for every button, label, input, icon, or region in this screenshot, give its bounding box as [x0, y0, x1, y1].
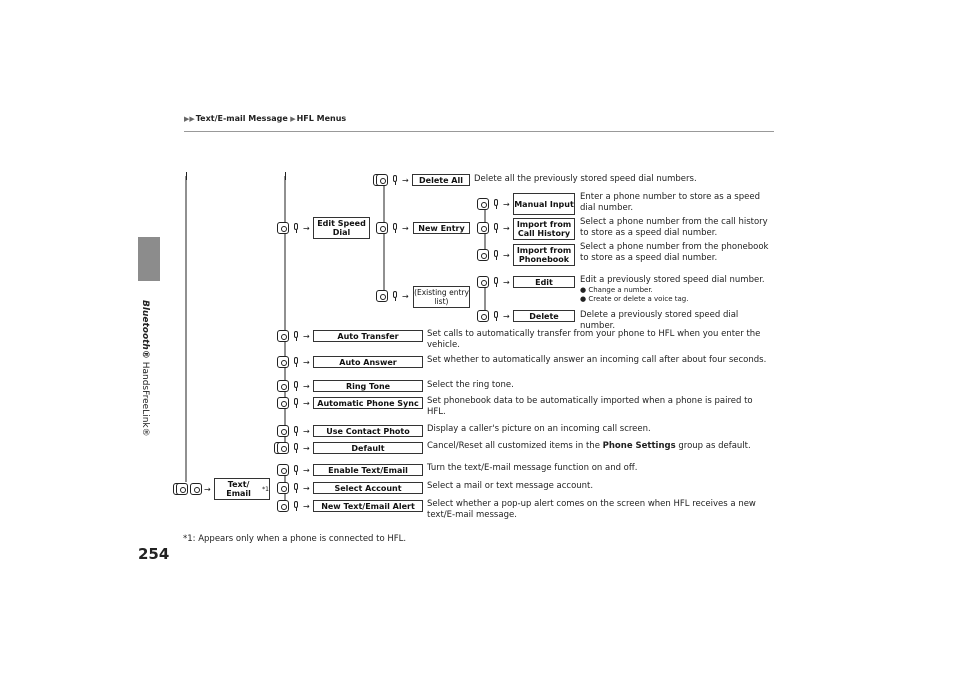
breadcrumb-item: Text/E-mail Message: [195, 114, 288, 123]
delete-description: Delete a previously stored speed dial number.: [580, 310, 739, 331]
auto-transfer-description: Set calls to automatically transfer from your phone to HFL when you enter the vehicle.: [427, 329, 761, 350]
phone-voice-icon: →: [376, 174, 409, 186]
select-account-key[interactable]: Select Account: [313, 482, 423, 494]
auto-phone-sync-description: Set phonebook data to be automatically imported when a phone is paired to HFL.: [427, 396, 753, 417]
phone-voice-icon: →: [277, 500, 310, 512]
use-contact-photo-description: Display a caller's picture on an incoming call screen.: [427, 424, 651, 434]
edit-key[interactable]: Edit: [513, 276, 575, 288]
ring-tone-key[interactable]: Ring Tone: [313, 380, 423, 392]
phone-voice-icon: →: [477, 222, 510, 234]
tree-tick: [186, 172, 187, 180]
import-phonebook-key[interactable]: Import from Phonebook: [513, 244, 575, 266]
delete-all-description: Delete all the previously stored speed dial numbers.: [474, 174, 697, 184]
auto-answer-key[interactable]: Auto Answer: [313, 356, 423, 368]
ring-tone-description: Select the ring tone.: [427, 380, 514, 390]
auto-phone-sync-key[interactable]: Automatic Phone Sync: [313, 397, 423, 409]
section-title: Bluetooth® HandsFreeLink®: [140, 300, 150, 437]
breadcrumb-item: HFL Menus: [296, 114, 347, 123]
edit-sub-item: ● Change a number.: [580, 286, 653, 294]
select-account-description: Select a mail or text message account.: [427, 481, 594, 491]
breadcrumb-arrow-icon: ▶▶: [184, 115, 195, 123]
phone-voice-icon: →: [277, 330, 310, 342]
phone-voice-icon: →: [277, 482, 310, 494]
manual-input-key[interactable]: Manual Input: [513, 193, 575, 215]
tree-tick: [285, 172, 286, 180]
footnote: *1: Appears only when a phone is connected to HFL.: [183, 534, 407, 544]
phone-voice-icon: →: [277, 464, 310, 476]
use-contact-photo-key[interactable]: Use Contact Photo: [313, 425, 423, 437]
new-text-email-alert-key[interactable]: New Text/Email Alert: [313, 500, 423, 512]
existing-entry-list-key[interactable]: (Existing entry list): [414, 288, 469, 306]
default-description: Cancel/Reset all customized items in the Phone Settings group as default.: [427, 441, 751, 451]
phone-voice-icon: →: [376, 222, 409, 234]
delete-all-key[interactable]: Delete All: [412, 174, 470, 186]
phone-voice-icon: →: [277, 397, 310, 409]
phone-voice-icon: →: [477, 310, 510, 322]
delete-key[interactable]: Delete: [513, 310, 575, 322]
phone-voice-icon: →: [176, 483, 211, 495]
import-call-history-description: Select a phone number from the call history to store as a speed dial number.: [580, 217, 768, 238]
new-entry-key[interactable]: New Entry: [413, 222, 470, 234]
phone-voice-icon: →: [477, 249, 510, 261]
edit-sub-item: ● Create or delete a voice tag.: [580, 295, 689, 303]
phone-voice-icon: →: [277, 380, 310, 392]
edit-description: Edit a previously stored speed dial number. ● Change a number. ● Create or delete a voice tag.: [580, 275, 770, 304]
enable-text-email-key[interactable]: Enable Text/Email: [313, 464, 423, 476]
default-key[interactable]: Default: [313, 442, 423, 454]
phone-voice-icon: →: [277, 356, 310, 368]
phone-voice-icon: →: [277, 425, 310, 437]
auto-transfer-key[interactable]: Auto Transfer: [313, 330, 423, 342]
enable-text-email-description: Turn the text/E-mail message function on and off.: [427, 463, 638, 473]
phone-voice-icon: →: [277, 442, 310, 454]
import-call-history-key[interactable]: Import from Call History: [513, 218, 575, 240]
auto-answer-description: Set whether to automatically answer an incoming call after about four seconds.: [427, 355, 767, 365]
phone-voice-icon: →: [477, 198, 510, 210]
phone-voice-icon: →: [376, 290, 409, 302]
edit-speed-dial-key[interactable]: Edit Speed Dial: [313, 217, 370, 239]
breadcrumb-arrow-icon: ▶: [287, 115, 296, 123]
page-number: 254: [138, 545, 170, 563]
manual-input-description: Enter a phone number to store as a speed dial number.: [580, 192, 760, 213]
import-phonebook-description: Select a phone number from the phonebook to store as a speed dial number.: [580, 242, 769, 263]
phone-voice-icon: →: [477, 276, 510, 288]
new-text-email-alert-description: Select whether a pop-up alert comes on the screen when HFL receives a new text/E-mail message.: [427, 499, 756, 520]
text-email-key[interactable]: Text/ Email *1: [214, 478, 270, 500]
phone-voice-icon: →: [277, 222, 310, 234]
